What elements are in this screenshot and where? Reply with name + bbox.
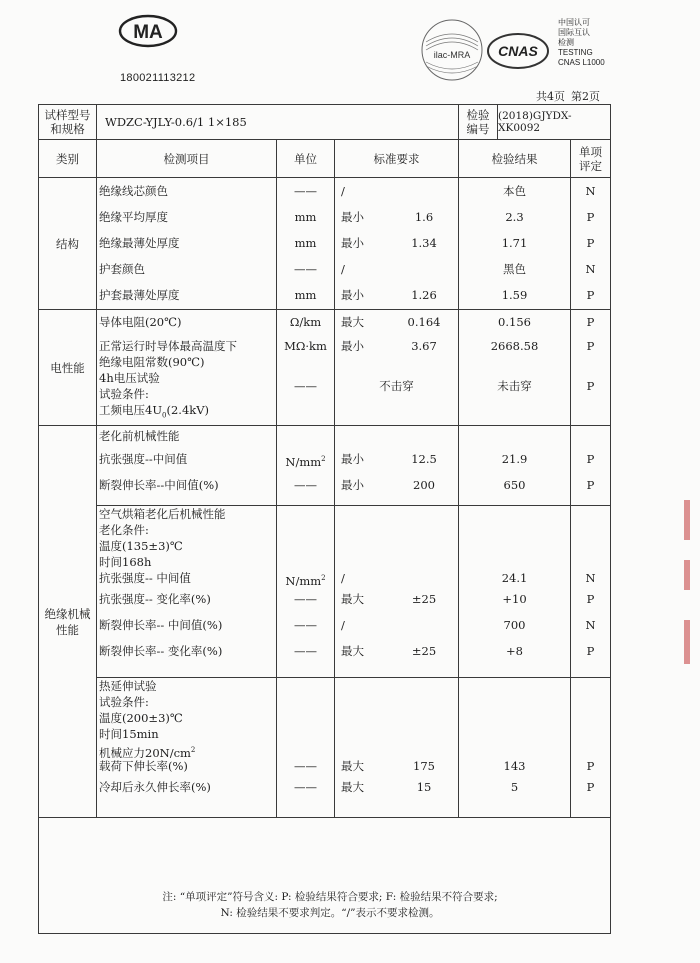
report-number-cell: [459, 105, 611, 140]
unit-base: N/mm: [285, 573, 322, 586]
test-item-line2: 试验条件:: [99, 387, 149, 401]
test-item: 冷却后永久伸长率(%): [99, 780, 211, 794]
test-item: 抗张强度--中间值: [99, 452, 188, 466]
col-header-result: 检验结果: [459, 140, 571, 178]
req-value: 175: [413, 759, 435, 773]
specimen-label-line: 试样型号: [44, 108, 91, 122]
structure-results: [459, 178, 571, 310]
test-item: 4h电压试验: [99, 371, 160, 385]
unit: ——: [294, 262, 317, 276]
inspection-report-table: [38, 104, 611, 934]
voltage-subscript: 0: [162, 411, 167, 418]
page-total: 共4页: [536, 90, 565, 103]
requirement: [337, 758, 456, 774]
result: 1.59: [501, 288, 528, 302]
verdict: P: [586, 478, 595, 492]
req-word: 最大: [341, 592, 364, 606]
verdict: P: [586, 379, 595, 393]
requirement: [337, 638, 456, 664]
certificate-number: 180021113212: [120, 72, 196, 84]
result: 143: [503, 759, 526, 773]
req-word: /: [341, 571, 345, 585]
result: 未击穿: [497, 379, 532, 393]
result: 2668.58: [490, 339, 539, 353]
req-word: /: [341, 184, 345, 198]
test-item: 正常运行时导体最高温度下: [99, 339, 237, 353]
cnas-logo-text: CNAS: [498, 43, 538, 59]
requirement: [337, 774, 456, 800]
report-number-label: [459, 105, 498, 139]
specimen-label-line: 和规格: [50, 122, 85, 136]
req-word: 最小: [341, 288, 364, 302]
hot-set-units: [277, 678, 335, 818]
test-item: 载荷下伸长率(%): [99, 759, 188, 773]
requirement: [337, 586, 456, 612]
req-value: 1.26: [411, 288, 437, 302]
verdict: P: [586, 452, 595, 466]
result: 本色: [503, 184, 527, 198]
test-item-line3: [99, 402, 274, 418]
col-header-unit: 单位: [277, 140, 335, 178]
verdict: N: [585, 571, 596, 585]
req-value: 0.164: [407, 315, 441, 329]
sub-title: 热延伸试验: [99, 679, 157, 693]
hot-set-items: [97, 678, 277, 818]
test-item: 断裂伸长率-- 中间值(%): [99, 618, 223, 632]
req-value: [396, 256, 452, 282]
verdict: P: [586, 759, 595, 773]
specimen-model: WDZC-YJLY-0.6/1 1×185: [97, 105, 459, 140]
specimen-row: [39, 105, 611, 140]
structure-items: [97, 178, 277, 310]
voltage-tail: (2.4kV): [166, 403, 210, 417]
electrical-results: [459, 310, 571, 426]
cnas-text-line: 国际互认: [558, 28, 590, 37]
before-aging-results: [459, 426, 571, 506]
unit: ——: [294, 379, 317, 393]
verdict: P: [586, 339, 595, 353]
req-word: 最大: [341, 644, 364, 658]
category-electrical: 电性能: [39, 310, 97, 426]
hot-set-verdicts: [571, 678, 611, 818]
unit: ——: [294, 780, 317, 794]
voltage-text: 工频电压4U: [99, 403, 163, 417]
result: 5: [510, 780, 519, 794]
requirement: [337, 312, 456, 332]
unit-sup: 2: [321, 574, 326, 582]
result: 24.1: [501, 571, 528, 585]
stamp-edge-mark: [684, 620, 690, 664]
hot-set-requirements: [335, 678, 459, 818]
after-aging-results: [459, 506, 571, 678]
requirement: [337, 570, 456, 586]
req-value: ±25: [411, 644, 437, 658]
req-value: 12.5: [411, 452, 437, 466]
cnas-text-line: CNAS L1000: [558, 58, 605, 67]
category-structure: 结构: [39, 178, 97, 310]
footnote-line: N: 检验结果不要求判定。“/”表示不要求检测。: [220, 907, 440, 919]
req-word: 最小: [341, 452, 364, 466]
after-aging-requirements: [335, 506, 459, 678]
req-value: 1.34: [411, 236, 437, 250]
requirement-center: 不击穿: [379, 379, 414, 393]
structure-requirements: [335, 178, 459, 310]
test-item: 抗张强度-- 变化率(%): [99, 592, 211, 606]
result: +10: [502, 592, 527, 606]
unit: ——: [294, 618, 317, 632]
after-aging-units: [277, 506, 335, 678]
verdict: P: [586, 315, 595, 329]
requirement: [337, 256, 456, 282]
ma-logo-text: MA: [133, 22, 163, 43]
verdict: P: [586, 288, 595, 302]
before-aging-verdicts: [571, 426, 611, 506]
req-value: 1.6: [414, 210, 434, 224]
report-number: (2018)GJYDX-XK0092: [498, 110, 572, 134]
unit: ——: [294, 478, 317, 492]
footnote: [120, 889, 540, 921]
sub-title: 老化前机械性能: [99, 429, 180, 443]
stress-text: 机械应力20N/cm: [99, 745, 191, 758]
condition: 温度(200±3)℃: [99, 711, 183, 725]
req-value: ±25: [411, 592, 437, 606]
cnas-accreditation-text: [558, 18, 605, 68]
footnote-line: 注: “单项评定”符号含义: P: 检验结果符合要求; F: 检验结果不符合要求;: [162, 891, 498, 903]
unit: MΩ·km: [284, 339, 327, 353]
result: 0.156: [498, 315, 531, 329]
requirement: [337, 282, 456, 308]
sub-title: 空气烘箱老化后机械性能: [99, 507, 226, 521]
test-item: 导体电阻(20℃): [99, 315, 182, 329]
result: 700: [503, 618, 526, 632]
test-item: 断裂伸长率--中间值(%): [99, 478, 219, 492]
stress-sup: 2: [190, 746, 196, 754]
electrical-items: [97, 310, 277, 426]
req-value: [396, 612, 452, 638]
unit: mm: [294, 210, 317, 224]
col-header-item: 检测项目: [97, 140, 277, 178]
condition: 试验条件:: [99, 695, 149, 709]
verdict: P: [586, 780, 595, 794]
electrical-verdicts: [571, 310, 611, 426]
condition: 老化条件:: [99, 523, 149, 537]
structure-units: [277, 178, 335, 310]
cnas-text-line: TESTING: [558, 48, 593, 57]
stamp-edge-mark: [684, 500, 690, 540]
result: 1.71: [501, 236, 528, 250]
report-label-line: 编号: [466, 122, 490, 136]
result: 650: [503, 478, 526, 492]
specimen-label: [39, 105, 97, 140]
test-item-line2: 绝缘电阻常数(90℃): [99, 355, 205, 369]
unit: ——: [294, 184, 317, 198]
electrical-units: [277, 310, 335, 426]
req-value: [396, 178, 452, 204]
category-mechanical: [39, 426, 97, 818]
req-value: 200: [413, 478, 435, 492]
verdict: N: [585, 184, 596, 198]
electrical-group: [39, 310, 611, 426]
col-header-verdict: [571, 140, 611, 178]
structure-verdicts: [571, 178, 611, 310]
test-item: 护套颜色: [99, 262, 145, 276]
test-item: 绝缘平均厚度: [99, 210, 168, 224]
req-word: 最大: [341, 759, 364, 773]
electrical-requirements: [335, 310, 459, 426]
req-word: 最小: [341, 478, 364, 492]
page-current: 第2页: [571, 90, 600, 103]
unit: [279, 446, 332, 472]
after-aging-verdicts: [571, 506, 611, 678]
result: +8: [506, 644, 523, 658]
requirement: [337, 230, 456, 256]
req-value: [396, 570, 452, 586]
test-item: 抗张强度-- 中间值: [99, 571, 191, 585]
before-aging-units: [277, 426, 335, 506]
condition: 温度(135±3)℃: [99, 539, 183, 553]
req-word: 最小: [341, 339, 364, 353]
req-value: 3.67: [411, 339, 437, 353]
req-word: /: [341, 262, 345, 276]
verdict-header-line: 单项: [579, 144, 603, 159]
condition: [99, 742, 274, 758]
cnas-logo: [486, 32, 550, 70]
result: 21.9: [501, 452, 528, 466]
after-aging-items: [97, 506, 277, 678]
verdict: P: [586, 210, 595, 224]
test-item: 绝缘线芯颜色: [99, 184, 168, 198]
verdict-header-line: 评定: [579, 158, 603, 173]
mechanical-after-aging: [39, 506, 611, 678]
verdict: N: [585, 618, 596, 632]
report-label-line: 检验: [466, 108, 490, 122]
verdict: N: [585, 262, 596, 276]
requirement: [337, 204, 456, 230]
req-word: /: [341, 618, 345, 632]
requirement: [337, 446, 456, 472]
page-indicator: [530, 88, 600, 104]
ilac-logo-text: ilac-MRA: [433, 50, 471, 60]
category-line: 性能: [56, 622, 79, 637]
verdict: P: [586, 644, 595, 658]
ma-certification-logo: [118, 14, 178, 48]
cnas-text-line: 中国认可: [558, 18, 590, 27]
req-word: 最小: [341, 210, 364, 224]
column-header-row: [39, 140, 611, 178]
col-header-requirement: 标准要求: [335, 140, 459, 178]
unit: mm: [294, 288, 317, 302]
unit: ——: [294, 592, 317, 606]
col-header-category: 类别: [39, 140, 97, 178]
unit: ——: [294, 644, 317, 658]
req-value: 15: [416, 780, 432, 794]
verdict: P: [586, 236, 595, 250]
requirement: [337, 338, 456, 354]
req-word: 最小: [341, 236, 364, 250]
result: 2.3: [505, 210, 524, 224]
unit-sup: 2: [321, 455, 326, 463]
condition: 时间168h: [99, 555, 152, 569]
hot-set-results: [459, 678, 571, 818]
requirement: [337, 612, 456, 638]
unit: [279, 570, 332, 586]
unit: mm: [294, 236, 317, 250]
cnas-text-line: 检测: [558, 38, 574, 47]
unit: Ω/km: [289, 315, 322, 329]
test-item: 断裂伸长率-- 变化率(%): [99, 644, 223, 658]
result: 黑色: [503, 262, 527, 276]
req-word: 最大: [341, 315, 364, 329]
hot-set-test: [39, 678, 611, 818]
mechanical-before-aging: [39, 426, 611, 506]
verdict: P: [586, 592, 595, 606]
requirement: [337, 472, 456, 498]
before-aging-items: [97, 426, 277, 506]
category-line: 绝缘机械: [44, 606, 91, 621]
condition: 时间15min: [99, 727, 159, 741]
unit: ——: [294, 759, 317, 773]
test-item: 护套最薄处厚度: [99, 288, 180, 302]
unit-base: N/mm: [285, 454, 322, 469]
requirement: [337, 178, 456, 204]
stamp-edge-mark: [684, 560, 690, 590]
structure-group: [39, 178, 611, 310]
ilac-mra-logo: [420, 18, 484, 82]
test-item: 绝缘最薄处厚度: [99, 236, 180, 250]
req-word: 最大: [341, 780, 364, 794]
before-aging-requirements: [335, 426, 459, 506]
